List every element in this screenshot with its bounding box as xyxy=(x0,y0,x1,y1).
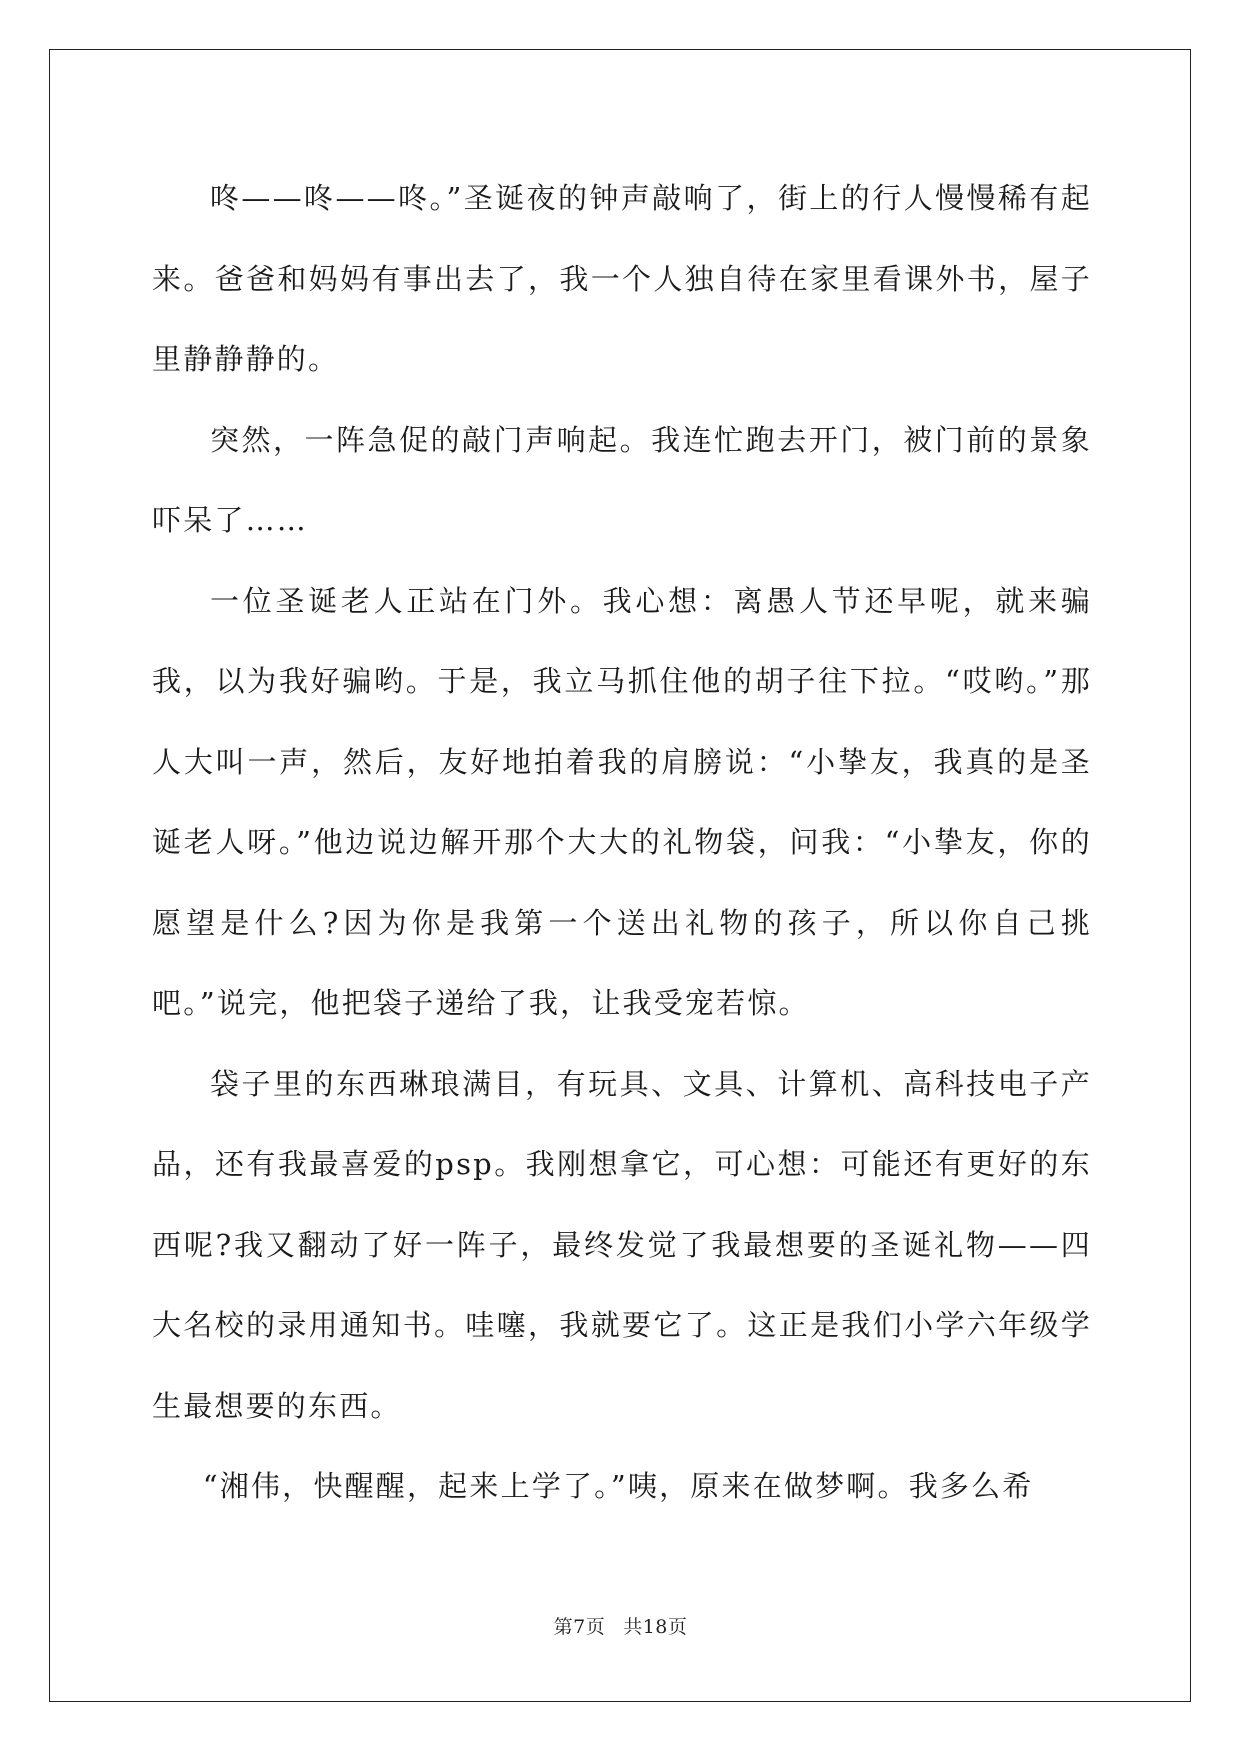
paragraph-3: 一位圣诞老人正站在门外。我心想：离愚人节还早呢，就来骗我，以为我好骗哟。于是，我立马抓住他的胡子往下拉。“哎哟。”那人大叫一声，然后，友好地拍着我的肩膀说：“小挚友，我真的是圣诞老人呀。”他边说边解开那个大大的礼物袋，问我：“小挚友，你的愿望是什么?因为你是我第一个送出礼物的孩子，所以你自己挑吧。”说完，他把袋子递给了我，让我受宠若惊。 xyxy=(152,583,1092,1020)
paragraph-1: 咚——咚——咚。”圣诞夜的钟声敲响了，街上的行人慢慢稀有起来。爸爸和妈妈有事出去了，我一个人独自待在家里看课外书，屋子里静静静的。 xyxy=(152,181,1092,376)
paragraph-5: “湘伟，快醒醒，起来上学了。”咦，原来在做梦啊。我多么希 xyxy=(202,1469,1034,1503)
paragraph-2: 突然，一阵急促的敲门声响起。我连忙跑去开门，被门前的景象吓呆了…… xyxy=(152,422,1092,537)
page-total: 共18页 xyxy=(623,1616,688,1638)
document-body xyxy=(152,158,1092,1527)
paragraph-4: 袋子里的东西琳琅满目，有玩具、文具、计算机、高科技电子产品，还有我最喜爱的psp。我刚想拿它，可心想：可能还有更好的东西呢?我又翻动了好一阵子，最终发觉了我最想要的圣诞礼物——四大名校的录用通知书。哇噻，我就要它了。这正是我们小学六年级学生最想要的东西。 xyxy=(152,1066,1092,1423)
page-number: 第7页 xyxy=(553,1616,606,1638)
page-footer xyxy=(0,1612,1241,1639)
